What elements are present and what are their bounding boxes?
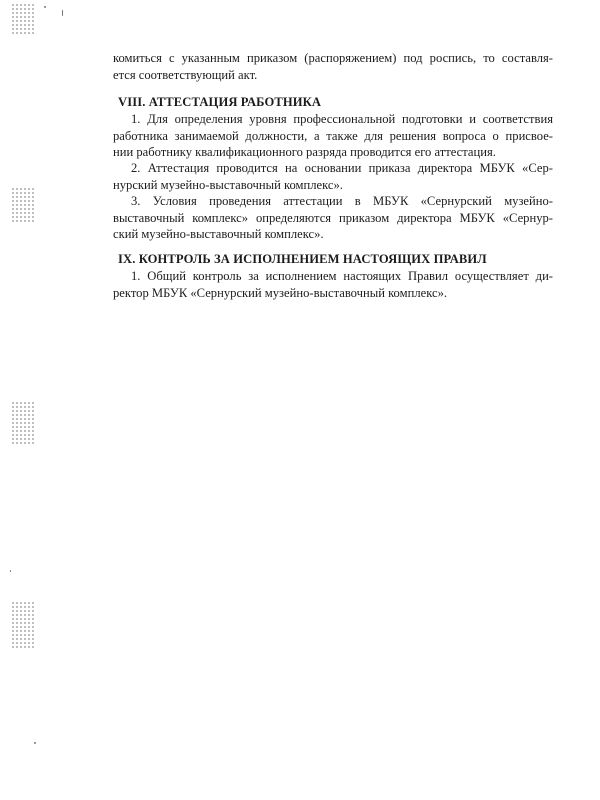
section-9-paragraph-1	[113, 268, 553, 301]
section-8-heading: VIII. АТТЕСТАЦИЯ РАБОТНИКА	[118, 95, 322, 109]
text-line: нурский музейно-выставочный комплекс».	[113, 177, 343, 192]
text-line: работника занимаемой должности, а также для решения вопроса о присвое-	[113, 128, 553, 143]
text-line: ректор МБУК «Сернурский музейно-выставочный комплекс».	[113, 285, 448, 300]
text-line: выставочный комплекс» определяются приказом директора МБУК «Сернур-	[113, 210, 553, 225]
text-line: 1. Общий контроль за исполнением настоящих Правил осуществляет ди-	[131, 269, 553, 283]
scan-artifact-lower	[12, 602, 34, 650]
text-line: 1. Для определения уровня профессиональной подготовки и соответствия	[131, 112, 553, 126]
scan-speck	[44, 6, 46, 8]
text-line: 3. Условия проведения аттестации в МБУК «Сернурский музейно-	[131, 194, 553, 208]
text-line: 2. Аттестация проводится на основании приказа директора МБУК «Сер-	[131, 161, 553, 175]
scan-speck	[62, 10, 63, 16]
scan-artifact-upper-middle	[12, 188, 34, 224]
section-9-heading: IX. КОНТРОЛЬ ЗА ИСПОЛНЕНИЕМ НАСТОЯЩИХ ПРАВИЛ	[118, 252, 487, 266]
scan-artifact-top	[12, 4, 34, 36]
text-line: нии работнику квалификационного разряда проводится его аттестация.	[113, 145, 496, 159]
text-line: ется соответствующий акт.	[113, 67, 258, 82]
intro-paragraph	[113, 50, 553, 83]
scan-speck	[10, 570, 11, 572]
section-8-paragraph-1	[113, 111, 553, 161]
section-8-paragraph-3	[113, 193, 553, 243]
text-line: ский музейно-выставочный комплекс».	[113, 227, 324, 241]
scan-speck	[34, 742, 36, 744]
text-line: комиться с указанным приказом (распоряжением) под роспись, то составля-	[113, 51, 553, 65]
section-8-paragraph-2	[113, 160, 553, 193]
scan-artifact-middle	[12, 402, 34, 446]
